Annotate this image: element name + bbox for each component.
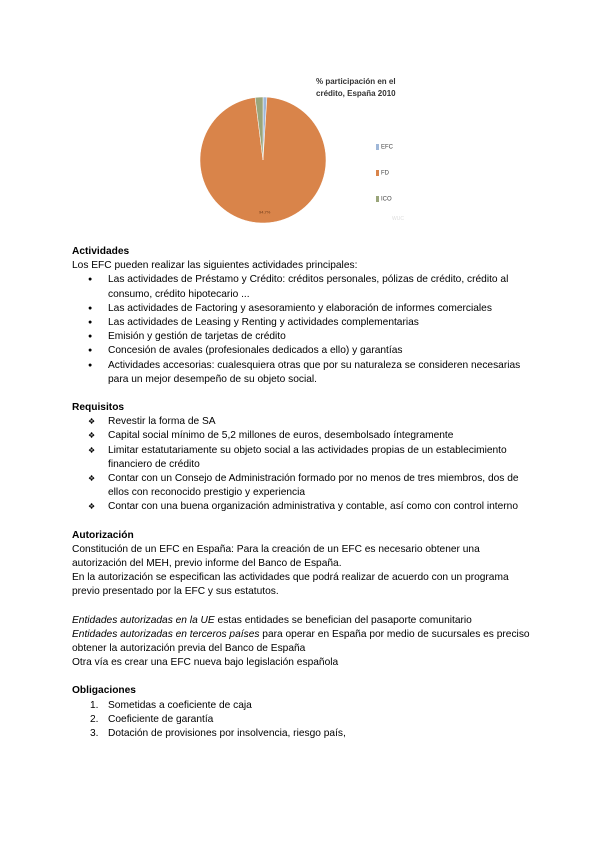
list-item: ❖ Revestir la forma de SA [72,415,532,429]
list-text: Coeficiente de garantía [108,713,214,725]
list-item [72,727,532,741]
autorizacion-paragraph-2: En la autorización se especifican las actividades que podrá realizar de acuerdo con un programa previo presentado por la EFC y sus estatutos. [72,572,509,598]
heading-autorizacion: Autorización [72,529,134,541]
actividades-intro: Los EFC pueden realizar las siguientes actividades principales: [72,260,358,272]
list-item: ❖ Contar con un Consejo de Administración formado por no menos de tres miembros, dos de ellos con reconocido prestigio y experiencia [72,472,532,500]
document-body [72,245,532,741]
legend-item-fd [376,170,389,177]
legend-item-ico [376,196,392,203]
legend-swatch-fd [376,170,379,176]
list-item: ❖ Capital social mínimo de 5,2 millones de euros, desembolsado íntegramente [72,429,532,443]
legend-label-efc: EFC [381,144,393,151]
legend-swatch-ico [376,196,379,202]
autorizacion-terceros [72,628,532,656]
list-item [72,713,532,727]
list-item [72,699,532,713]
heading-actividades: Actividades [72,246,130,257]
legend-label-ico: ICO [381,196,392,203]
autorizacion-ue [72,614,532,628]
obligaciones-list [72,699,532,742]
list-item: ❖ Contar con una buena organización administrativa y contable, así como con control interno [72,500,532,514]
ue-text: estas entidades se benefician del pasaporte comunitario [214,614,472,626]
ue-italic: Entidades autorizadas en la UE [72,614,215,626]
pie-slice-label: 94,7% [259,209,271,215]
terceros-text: para operar en España por medio de sucursales es preciso obtener la autorización previa del Banco de España [72,628,530,655]
legend-item-efc [376,144,393,151]
autorizacion-paragraph-1: Constitución de un EFC en España: Para la creación de un EFC es necesario obtener una autorización del MEH, previo informe del Banco de España. [72,543,480,570]
list-item: ● Las actividades de Leasing y Renting y actividades complementarias [72,316,532,330]
list-item: ● Actividades accesorias: cualesquiera otras que por su naturaleza se consideren necesarias para un mejor desempeño de su objeto social. [72,359,532,387]
list-number: 3. [90,728,99,740]
list-item: ● Las actividades de Factoring y asesoramiento y elaboración de informes comerciales [72,302,532,316]
autorizacion-paragraph-3: Otra vía es crear una EFC nueva bajo legislación española [72,657,339,669]
list-text: Sometidas a coeficiente de caja [108,699,252,711]
list-text: Dotación de provisiones por insolvencia, riesgo país, [108,728,346,740]
list-item: ● Emisión y gestión de tarjetas de crédito [72,330,532,344]
chart-title: % participación en el crédito, España 2010 [316,77,396,98]
legend-label-fd: FD [381,170,389,177]
list-number: 2. [90,713,99,725]
pie-chart [196,60,446,230]
heading-requisitos: Requisitos [72,402,125,414]
actividades-list [72,273,532,387]
list-item: ● Las actividades de Préstamo y Crédito: créditos personales, pólizas de crédito, crédito al consumo, crédito hipotecario ... [72,273,532,301]
list-number: 1. [90,699,99,711]
heading-obligaciones: Obligaciones [72,685,136,697]
list-item: ● Concesión de avales (profesionales dedicados a ello) y garantías [72,344,532,358]
list-item: ❖ Limitar estatutariamente su objeto social a las actividades propias de un establecimiento financiero de crédito [72,444,532,472]
legend-extra: WUC [392,216,404,222]
requisitos-list [72,415,532,514]
terceros-italic: Entidades autorizadas en terceros países [72,628,260,640]
legend-swatch-efc [376,144,379,150]
